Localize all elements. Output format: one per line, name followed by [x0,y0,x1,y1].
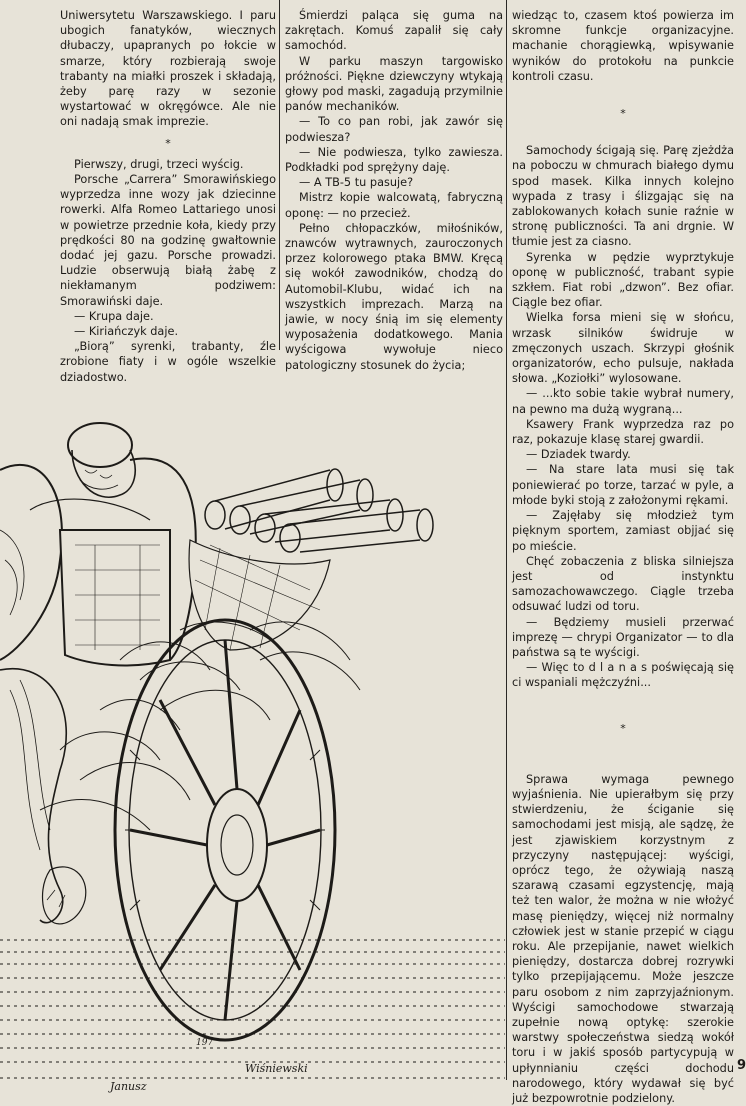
section-star: * [165,136,171,150]
dialogue-line: — Nie podwiesza, tylko zawiesza. Podkładki pod sprężyny daję. [285,145,503,175]
text-column-3 [512,8,734,1106]
column-rule-2 [506,0,507,1080]
paragraph: Mistrz kopie walcowatą, fabryczną oponę: — no przecież. [285,191,503,220]
paragraph: Samochody ścigają się. Parę zjeżdża na poboczu w chmurach białego dymu spod masek. Kilka innych kolejno wypada z trasy i ślizgając się na zablokowanych kołach sunie raźnie w stronę publiczności. Ta ani drgnie. W tłumie jest za ciasno. [512,144,734,249]
dialogue-line: — Kiriańczyk daje. [74,325,179,339]
dialogue-line: — ...kto sobie takie wybrał numery, na pewno ma dużą wygraną... [512,387,734,416]
dialogue-line: — Zajęłaby się młodzież tym pięknym sportem, zamiast objjać się po mieście. [512,509,734,553]
dialogue-line: — A TB-5 tu pasuje? [299,176,414,190]
dialogue-line: — To co pan robi, jak zawór się podwiesza? [285,115,503,144]
exhaust-pipes [205,469,433,552]
paragraph: Uniwersytetu Warszawskiego. I paru ubogich fanatyków, wiecznych dłubaczy, upapranych po łokcie w smarze, który rozbierają swoje trabanty na miałki proszek i składają, żeby parę razy w sezonie wystartować w okręgówce. Ale nie oni nadają smak imprezie. [60,9,276,129]
ground-hatching [0,940,505,1078]
text-column-1 [60,8,276,385]
paragraph: Pierwszy, drugi, trzeci wyścig. [74,157,244,171]
section-star: * [620,721,626,735]
paragraph: Sprawa wymaga pewnego wyjaśnienia. Nie upierałbym się przy stwierdzeniu, że ściganie się samochodami jest misją, ale sądzę, że jest zjawiskiem korzystnym z przyczyny następującej: wyścigi, oprócz tego, że ożywiają naszą szarawą czasami egzystencję, mają też ten walor, że można w nie włożyć masę pieniędzy, więcej niż normalny człowiek jest w stanie przepić w ciągu roku. Ale przepijanie, nawet wielkich pieniędzy, dostarcza dobrej rozrywki tylko przepijającemu. Może jeszcze paru osobom z nim zaprzyjaźnionym. Wyścigi samochodowe stwarzają zupełnie nową optykę: szerokie warstwy społeczeństwa siedzą wokół toru i w jakiś sposób partycypują w upłynnianiu części dochodu narodowego, który wydawał się być już bezpowrotnie podzielony. [512,772,734,1105]
signature-left: Janusz [110,1080,147,1093]
paragraph: Ksawery Frank wyprzedza raz po raz, pokazuje klasę starej gwardii. [512,417,734,447]
paragraph: Śmierdzi paląca się guma na zakrętach. Komuś zapalił się cały samochód. [285,9,503,53]
dialogue-line: — Będziemy musieli przerwać imprezę — chrypi Organizator — to dla państwa są te wyścigi. [512,615,734,659]
text-column-2 [285,8,503,373]
paragraph: „Biorą” syrenki, trabanty, źle zrobione fiaty i w ogóle wszelkie dziadostwo. [60,340,276,384]
dialogue-line: — Dziadek twardy. [526,448,631,462]
bird-figure [43,867,86,924]
paragraph: Chęć zobaczenia z bliska silniejsza jest od instynktu samozachowawczego. Ciągle trzeba odsuwać ludzi od toru. [512,554,734,614]
paragraph: Pełno chłopaczków, miłośników, znawców wytrawnych, zauroczonych przez kolorowego ptaka BMW. Kręcą się wokół zawodników, chodzą do Automobil-Klubu, widać ich na wszystkich imprezach. Marzą na jawie, w nocy śnią im się elementy wyposażenia dodatkowego. Mania wyścigowa wywołuje nieco patologiczny stosunek do życia; [285,221,503,372]
paragraph: wiedząc to, czasem ktoś powierza im skromne funkcje organizacyjne. machanie chorągiewką, wpisywanie wyników do protokołu na punkcie kontroli czasu. [512,9,734,83]
year-mark: 197 [196,1038,214,1048]
pen-illustration [0,330,505,1101]
paragraph: W parku maszyn targowisko próżności. Piękne dziewczyny wtykają głowy pod maski, zagadują przymilnie panów mechaników. [285,54,503,114]
paragraph: Porsche „Carrera” Smorawińskiego wyprzedza inne wozy jak dziecinne rowerki. Alfa Romeo Lattariego unosi w powietrze przednie koła, kiedy przy prędkości 80 na godzinę gwałtownie dodać jej gazu. Porsche prowadzi. Ludzie obserwują białą żabę z niekłamanym podziwem: Smorawiński daje. [60,173,276,308]
dialogue-line: — Krupa daje. [74,309,154,323]
section-star: * [620,107,626,121]
dialogue-line: — Więc to d l a n a s poświęcają się ci wspaniali mężczyźni... [512,661,734,690]
dialogue-line: — Na stare lata musi się tak poniewierać po torze, tarzać w pyle, a młode byki stoją z założonymi rękami. [512,463,734,507]
horse-figure [0,465,66,923]
page-number: 9 [737,1058,746,1073]
wheel [115,620,335,1040]
paragraph: Syrenka w pędzie wyprztykuje oponę w publiczność, trabant sypie szkłem. Fiat robi „dzwon”. Bez ofiar. Ciągle bez ofiar. [512,250,734,310]
paragraph: Wielka forsa mieni się w słońcu, wrzask silników świdruje w zmęczonych uszach. Skrzypi głośnik organizatorów, echo pulsuje, nakłada słowa. „Koziołki” wylosowane. [512,311,734,386]
driver-figure [30,423,196,665]
signature-right: Wiśniewski [245,1062,308,1075]
column-rule-1 [279,0,280,350]
